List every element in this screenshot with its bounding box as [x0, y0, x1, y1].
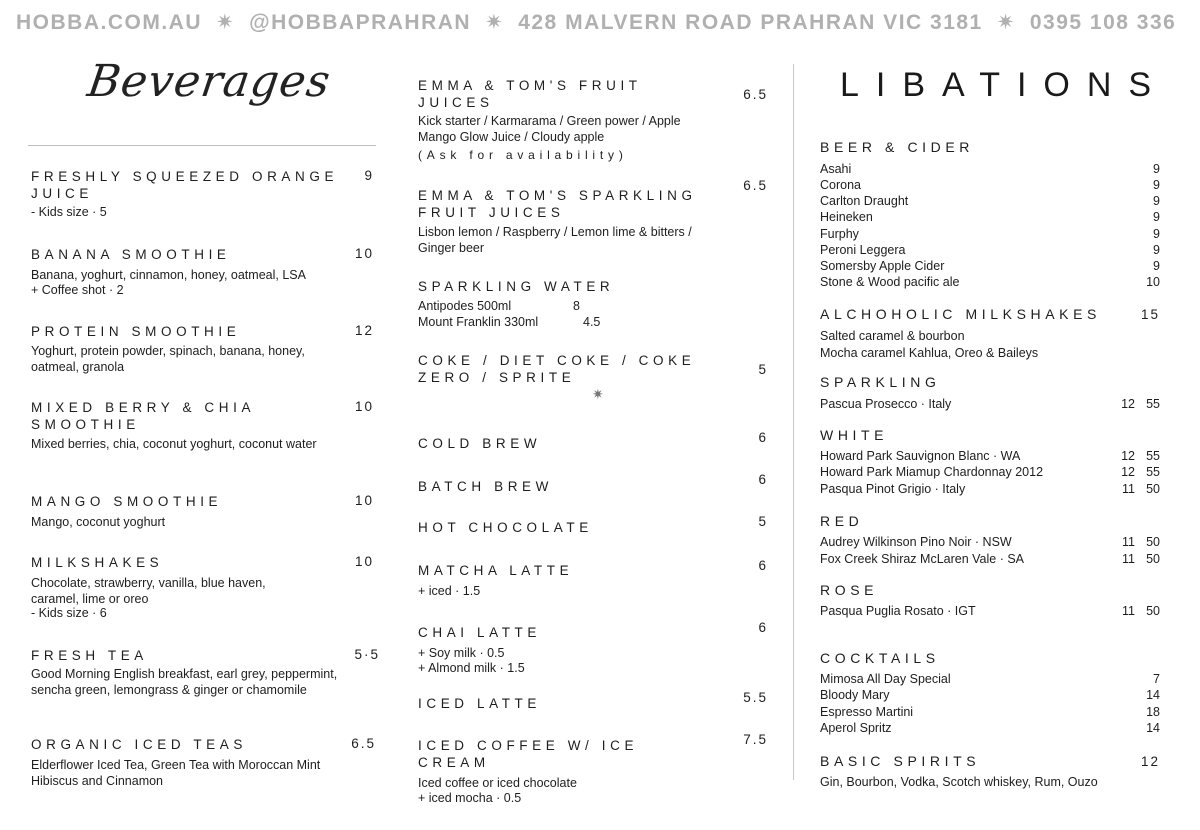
glass-price: 12: [1121, 397, 1135, 411]
water-name: Mount Franklin 330ml: [418, 315, 539, 329]
item-name: Fox Creek Shiraz McLaren Vale · SA: [820, 552, 1025, 566]
item-price: 6: [758, 430, 768, 445]
item-name: FRESHLY SQUEEZED ORANGE JUICE: [31, 169, 339, 201]
item-name: Howard Park Sauvignon Blanc · WA: [820, 449, 1021, 463]
item-name: MILKSHAKES: [31, 555, 164, 570]
bottle-price: 50: [1146, 604, 1160, 618]
bottle-price: 55: [1146, 449, 1160, 463]
item-name: Heineken: [820, 210, 873, 224]
item-price: 6: [758, 472, 768, 487]
item-price: 6: [758, 558, 768, 573]
bottle-price: 50: [1146, 482, 1160, 496]
beverages-title: Beverages: [84, 56, 334, 107]
glass-price: 11: [1122, 552, 1135, 566]
item-price: 9: [1153, 227, 1160, 241]
item-addon: + Soy milk · 0.5: [418, 646, 505, 660]
contact-line: [16, 10, 1176, 35]
item-price: 10: [354, 493, 374, 508]
list-item: [820, 242, 1160, 258]
item-price: 9: [364, 168, 374, 183]
title-divider: [28, 145, 376, 146]
item-price: 9: [1153, 178, 1160, 192]
star-separator-icon: ✷: [485, 11, 505, 34]
water-price: 8: [573, 299, 580, 313]
item-name: Gin, Bourbon, Vodka, Scotch whiskey, Rum, Ouzo: [820, 775, 1098, 789]
item-price: 7.5: [743, 732, 768, 747]
item-name: Aperol Spritz: [820, 721, 892, 735]
bottle-price: 55: [1146, 397, 1160, 411]
item-addon: - Kids size · 6: [31, 606, 107, 620]
item-name: PROTEIN SMOOTHIE: [31, 324, 241, 339]
divider-star-icon: ✷: [592, 386, 604, 402]
item-desc: Yoghurt, protein powder, spinach, banana, honey, oatmeal, granola: [31, 344, 305, 374]
item-desc: - Kids size · 5: [31, 205, 107, 219]
item-desc: Good Morning English breakfast, earl grey, peppermint, sencha green, lemongrass & ginger or chamomile: [31, 667, 338, 697]
star-separator-icon: ✷: [216, 11, 236, 34]
item-desc: Lisbon lemon / Raspberry / Lemon lime & bitters / Ginger beer: [418, 225, 692, 255]
item-price: 9: [1153, 259, 1160, 273]
item-addon: + Coffee shot · 2: [31, 283, 124, 297]
water-name: Antipodes 500ml: [418, 299, 512, 313]
wine-row: [820, 534, 1160, 550]
item-name: Peroni Leggera: [820, 243, 906, 257]
water-row: [418, 314, 618, 330]
item-name: Pascua Prosecco · Italy: [820, 397, 952, 411]
item-name: SPARKLING WATER: [418, 279, 615, 294]
item-name: Salted caramel & bourbon: [820, 329, 965, 343]
item-name: MATCHA LATTE: [418, 563, 574, 578]
item-name: MANGO SMOOTHIE: [31, 494, 223, 509]
item-name: Pasqua Puglia Rosato · IGT: [820, 604, 976, 618]
glass-price: 11: [1122, 604, 1135, 618]
item-price: 5: [758, 514, 768, 529]
item-price: 14: [1146, 688, 1160, 702]
item-name: Carlton Draught: [820, 194, 909, 208]
item-name: COLD BREW: [418, 436, 542, 451]
item-name: FRESH TEA: [31, 648, 148, 663]
section-heading: ALCHOHOLIC MILKSHAKES: [820, 306, 1101, 322]
phone-number[interactable]: 0395 108 336: [1029, 11, 1177, 34]
item-name: Stone & Wood pacific ale: [820, 275, 960, 289]
item-name: ICED COFFEE W/ ICE CREAM: [418, 738, 639, 770]
libations-title: LIBATIONS: [840, 66, 1169, 104]
item-price: 5: [758, 362, 768, 377]
instagram-handle[interactable]: @HOBBAPRAHRAN: [249, 11, 472, 34]
list-item: [820, 704, 1160, 720]
item-price: 6.5: [743, 178, 768, 193]
item-price: 10: [354, 246, 374, 261]
item-price: 5.5: [743, 690, 768, 705]
item-price: 10: [354, 554, 374, 569]
section-heading: ROSE: [820, 582, 879, 598]
bottle-price: 50: [1146, 535, 1160, 549]
item-name: ICED LATTE: [418, 696, 542, 711]
item-desc: Banana, yoghurt, cinnamon, honey, oatmeal, LSA: [31, 268, 306, 282]
section-price: 15: [1140, 307, 1160, 322]
item-price: 9: [1153, 243, 1160, 257]
item-name: Pasqua Pinot Grigio · Italy: [820, 482, 966, 496]
item-name: MIXED BERRY & CHIA SMOOTHIE: [31, 400, 255, 432]
item-desc: Mixed berries, chia, coconut yoghurt, coconut water: [31, 437, 317, 451]
item-desc: Iced coffee or iced chocolate: [418, 776, 577, 790]
item-desc: Kick starter / Karmarama / Green power / Apple Mango Glow Juice / Cloudy apple: [418, 114, 681, 144]
item-name: Howard Park Miamup Chardonnay 2012: [820, 465, 1044, 479]
item-price: 12: [354, 323, 374, 338]
glass-price: 12: [1121, 449, 1135, 463]
wine-row: [820, 551, 1160, 567]
item-price: 18: [1146, 705, 1160, 719]
column-divider: [793, 64, 794, 780]
item-price: 6.5: [743, 87, 768, 102]
section-heading: SPARKLING: [820, 374, 941, 390]
item-price: 9: [1153, 162, 1160, 176]
list-item: [820, 720, 1160, 736]
item-addon: + iced · 1.5: [418, 584, 481, 598]
section-heading: BASIC SPIRITS: [820, 753, 981, 769]
item-price: 10: [1146, 275, 1160, 289]
item-name: Corona: [820, 178, 861, 192]
water-row: [418, 298, 618, 314]
item-addon: + Almond milk · 1.5: [418, 661, 525, 675]
glass-price: 11: [1122, 535, 1135, 549]
list-item: [820, 177, 1160, 193]
section-heading: WHITE: [820, 427, 889, 443]
list-item: [820, 209, 1160, 225]
item-desc: Chocolate, strawberry, vanilla, blue haven, caramel, lime or oreo: [31, 576, 266, 606]
item-name: COKE / DIET COKE / COKE ZERO / SPRITE: [418, 353, 696, 385]
item-name: CHAI LATTE: [418, 625, 542, 640]
glass-price: 12: [1121, 465, 1135, 479]
item-name: Asahi: [820, 162, 852, 176]
item-desc: Mango, coconut yoghurt: [31, 515, 166, 529]
item-name: BANANA SMOOTHIE: [31, 247, 231, 262]
wine-row: [820, 481, 1160, 497]
wine-row: [820, 396, 1160, 412]
item-price: 7: [1153, 672, 1160, 686]
section-heading: COCKTAILS: [820, 650, 940, 666]
availability-note: (Ask for availability): [418, 148, 628, 162]
list-item: [820, 328, 1160, 344]
wine-row: [820, 448, 1160, 464]
item-name: BATCH BREW: [418, 479, 554, 494]
item-name: Mimosa All Day Special: [820, 672, 951, 686]
water-price: 4.5: [583, 315, 601, 329]
list-item: [820, 193, 1160, 209]
item-price: 14: [1146, 721, 1160, 735]
glass-price: 11: [1122, 482, 1135, 496]
item-name: Espresso Martini: [820, 705, 914, 719]
item-price: 9: [1153, 210, 1160, 224]
star-separator-icon: ✷: [996, 11, 1016, 34]
item-price: 9: [1153, 194, 1160, 208]
item-name: Furphy: [820, 227, 859, 241]
list-item: [820, 161, 1160, 177]
item-price: 6: [758, 620, 768, 635]
wine-row: [820, 464, 1160, 480]
wine-row: [820, 603, 1160, 619]
website-link[interactable]: HOBBA.COM.AU: [16, 11, 202, 34]
item-price: 5·5: [354, 647, 380, 662]
list-item: [820, 258, 1160, 274]
item-desc: Elderflower Iced Tea, Green Tea with Moroccan Mint Hibiscus and Cinnamon: [31, 758, 321, 788]
item-name: Audrey Wilkinson Pino Noir · NSW: [820, 535, 1012, 549]
bottle-price: 50: [1146, 552, 1160, 566]
item-name: EMMA & TOM'S SPARKLING FRUIT JUICES: [418, 188, 697, 220]
list-item: [820, 274, 1160, 290]
section-heading: BEER & CIDER: [820, 139, 974, 155]
section-price: 12: [1140, 754, 1160, 769]
item-name: Somersby Apple Cider: [820, 259, 945, 273]
section-heading: RED: [820, 513, 864, 529]
list-item: [820, 671, 1160, 687]
list-item: [820, 345, 1160, 361]
item-price: 10: [354, 399, 374, 414]
list-item: [820, 687, 1160, 703]
item-addon: + iced mocha · 0.5: [418, 791, 522, 805]
contact-bar: [0, 0, 1200, 44]
list-item: [820, 226, 1160, 242]
bottle-price: 55: [1146, 465, 1160, 479]
item-name: HOT CHOCOLATE: [418, 520, 593, 535]
item-name: EMMA & TOM'S FRUIT JUICES: [418, 78, 642, 110]
item-name: Mocha caramel Kahlua, Oreo & Baileys: [820, 346, 1039, 360]
item-name: Bloody Mary: [820, 688, 890, 702]
address: 428 MALVERN ROAD PRAHRAN VIC 3181: [518, 11, 983, 34]
item-name: ORGANIC ICED TEAS: [31, 737, 247, 752]
list-item: [820, 774, 1160, 790]
item-price: 6.5: [351, 736, 376, 751]
